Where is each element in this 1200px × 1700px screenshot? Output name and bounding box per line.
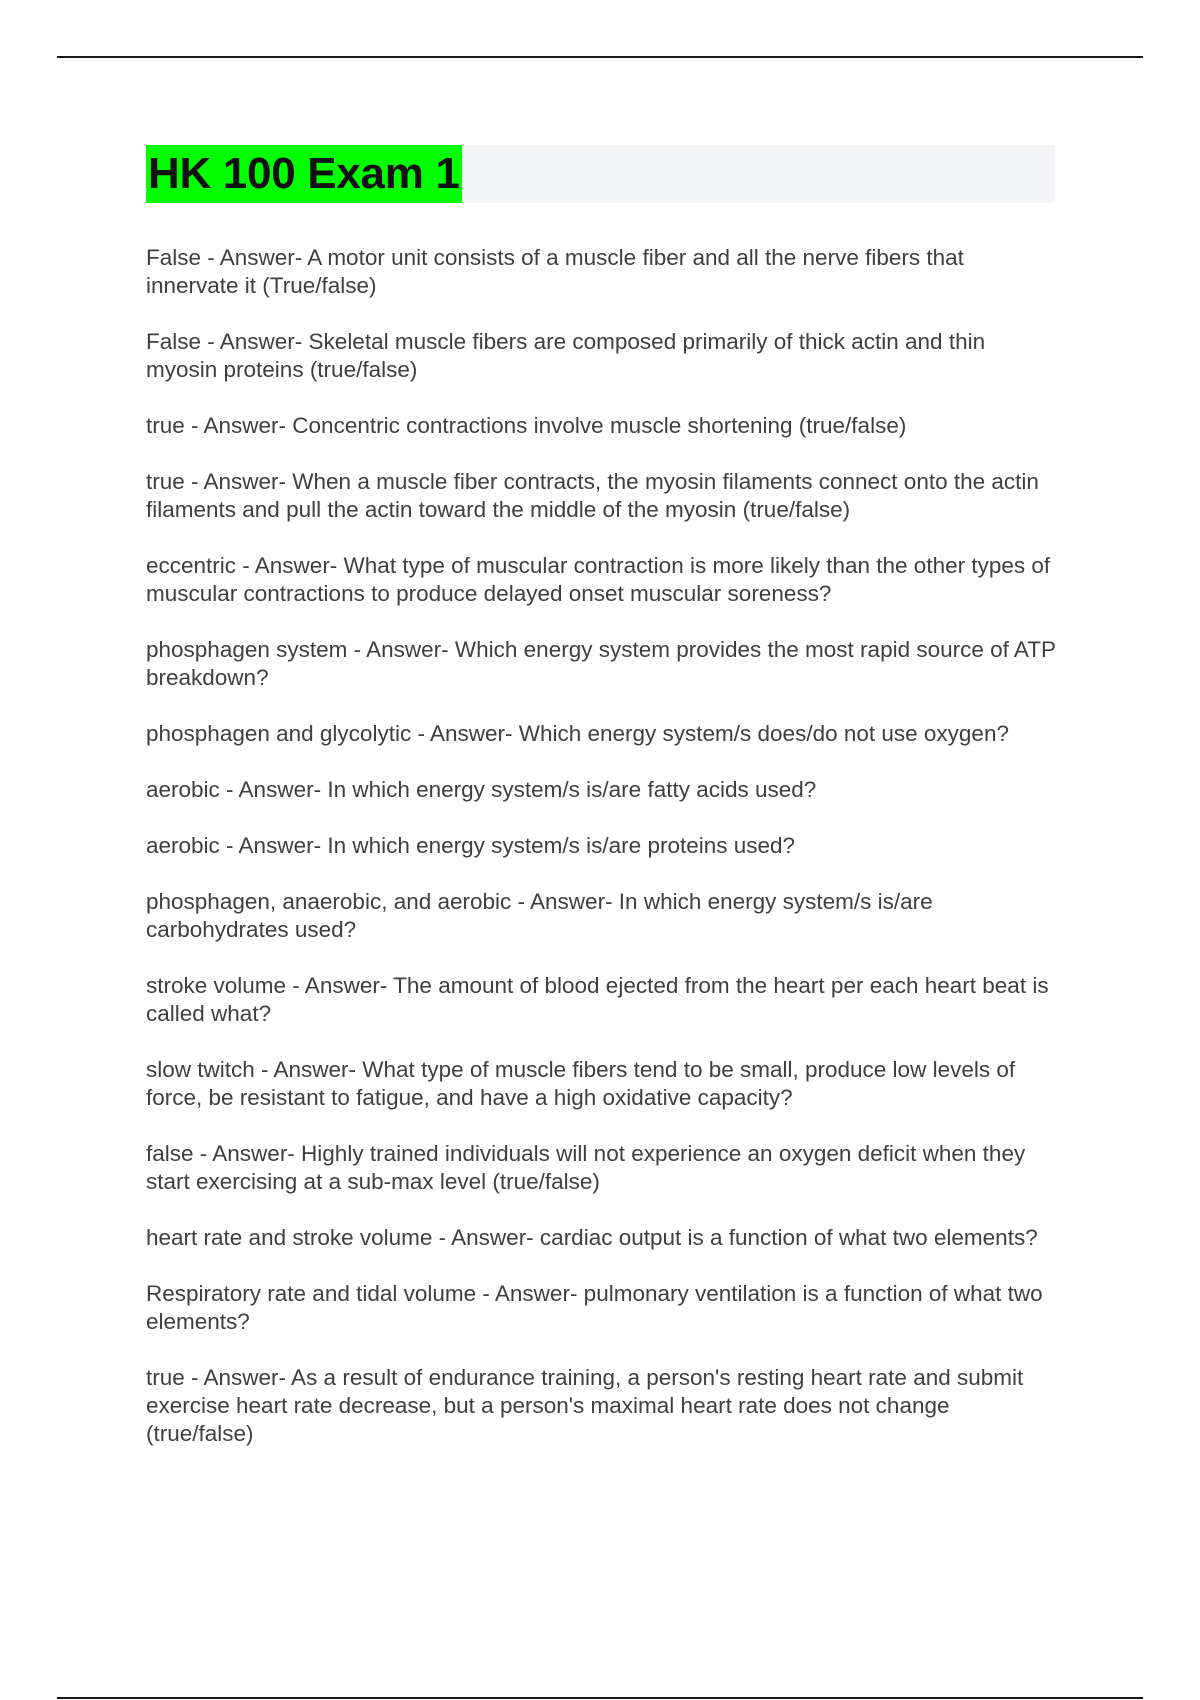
page-title: HK 100 Exam 1 xyxy=(146,145,462,203)
qa-item: true - Answer- Concentric contractions involve muscle shortening (true/false) xyxy=(146,413,907,438)
qa-item: heart rate and stroke volume - Answer- cardiac output is a function of what two elements? xyxy=(146,1225,1038,1250)
qa-item: False - Answer- A motor unit consists of a muscle fiber and all the nerve fibers that innervate it (True/false) xyxy=(146,245,964,298)
qa-item: False - Answer- Skeletal muscle fibers are composed primarily of thick actin and thin myosin proteins (true/false) xyxy=(146,329,986,382)
qa-item: true - Answer- As a result of endurance training, a person's resting heart rate and submit exercise heart rate decrease, but a person's maximal heart rate does not change (true/false) xyxy=(146,1365,1024,1446)
qa-item: phosphagen system - Answer- Which energy system provides the most rapid source of ATP breakdown? xyxy=(146,637,1056,690)
footer-rule xyxy=(57,1697,1143,1699)
qa-item: phosphagen, anaerobic, and aerobic - Answer- In which energy system/s is/are carbohydrates used? xyxy=(146,889,933,942)
qa-list xyxy=(146,244,1061,1476)
qa-item: aerobic - Answer- In which energy system/s is/are fatty acids used? xyxy=(146,777,817,802)
qa-item: aerobic - Answer- In which energy system/s is/are proteins used? xyxy=(146,833,796,858)
qa-item: phosphagen and glycolytic - Answer- Which energy system/s does/do not use oxygen? xyxy=(146,721,1009,746)
qa-item: false - Answer- Highly trained individuals will not experience an oxygen deficit when they start exercising at a sub-max level (true/false) xyxy=(146,1141,1026,1194)
qa-item: Respiratory rate and tidal volume - Answer- pulmonary ventilation is a function of what two elements? xyxy=(146,1281,1043,1334)
qa-item: true - Answer- When a muscle fiber contracts, the myosin filaments connect onto the actin filaments and pull the actin toward the middle of the myosin (true/false) xyxy=(146,469,1039,522)
qa-item: stroke volume - Answer- The amount of blood ejected from the heart per each heart beat is called what? xyxy=(146,973,1049,1026)
header-rule xyxy=(57,56,1143,58)
qa-item: slow twitch - Answer- What type of muscle fibers tend to be small, produce low levels of force, be resistant to fatigue, and have a high oxidative capacity? xyxy=(146,1057,1016,1110)
qa-item: eccentric - Answer- What type of muscular contraction is more likely than the other types of muscular contractions to produce delayed onset muscular soreness? xyxy=(146,553,1051,606)
